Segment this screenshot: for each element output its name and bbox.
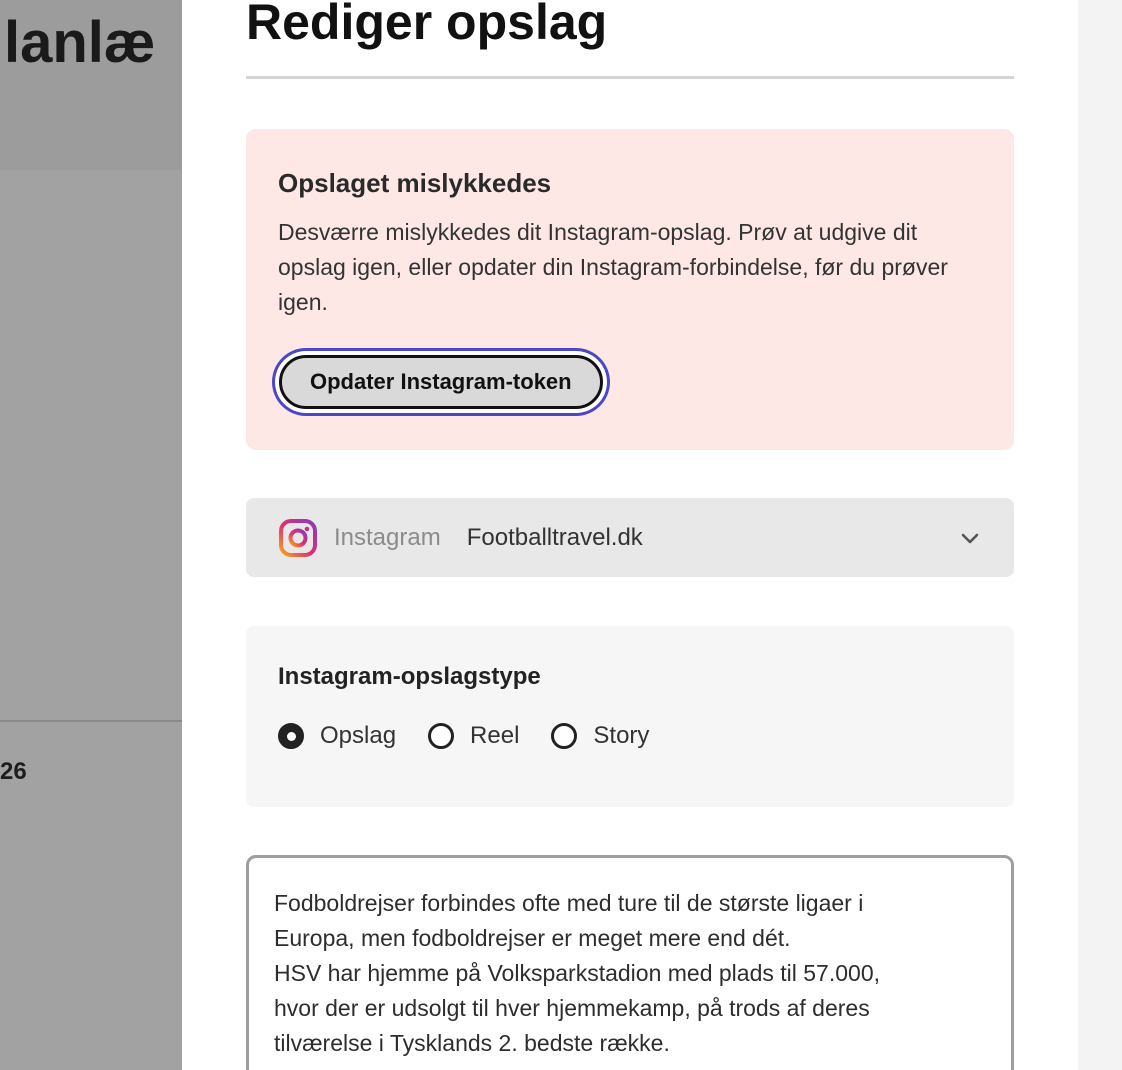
caption-line: HSV har hjemme på Volksparkstadion med plads til 57.000, [274,960,880,986]
radio-reel[interactable] [428,722,519,750]
instagram-icon [278,518,318,558]
dialog-title: Rediger opslag [246,0,608,50]
chevron-down-icon[interactable] [958,526,982,550]
caption-textarea[interactable] [246,855,1014,1070]
caption-line: Fodboldrejser forbindes ofte med ture til de største ligaer i [274,890,864,916]
error-alert [246,129,1014,450]
caption-line: Europa, men fodboldrejser er meget mere end dét. [274,925,791,951]
radio-button-selected[interactable] [278,723,304,749]
radio-label: Story [593,722,650,749]
background-page [0,0,182,1070]
background-divider [0,720,182,722]
radio-button[interactable] [428,723,454,749]
update-instagram-token-button[interactable]: Opdater Instagram-token [279,355,603,409]
background-page-title: lanlæ [4,10,156,75]
radio-story[interactable] [551,722,649,750]
caption-line: hvor der er udsolgt til hver hjemmekamp, på trods af deres [274,995,870,1021]
radio-button[interactable] [551,723,577,749]
radio-label: Opslag [320,722,397,749]
radio-opslag[interactable] [278,722,396,750]
account-selector[interactable] [246,498,1014,577]
scroll-gutter [1078,0,1122,1070]
account-name: Footballtravel.dk [466,523,643,551]
network-label: Instagram [334,523,441,551]
title-divider [246,76,1014,79]
post-type-radio-group [278,722,982,750]
post-type-heading: Instagram-opslagstype [278,663,541,690]
background-date: 26 [0,758,27,785]
edit-post-dialog [182,0,1078,1070]
caption-line: tilværelse i Tysklands 2. bedste række. [274,1030,670,1056]
radio-label: Reel [470,722,520,749]
alert-heading: Opslaget mislykkedes [278,168,552,198]
alert-body: Desværre mislykkedes dit Instagram-opslag. Prøv at udgive dit opslag igen, eller opdater din Instagram-forbindelse, før du prøver igen. [278,219,948,315]
post-type-section [246,626,1014,807]
